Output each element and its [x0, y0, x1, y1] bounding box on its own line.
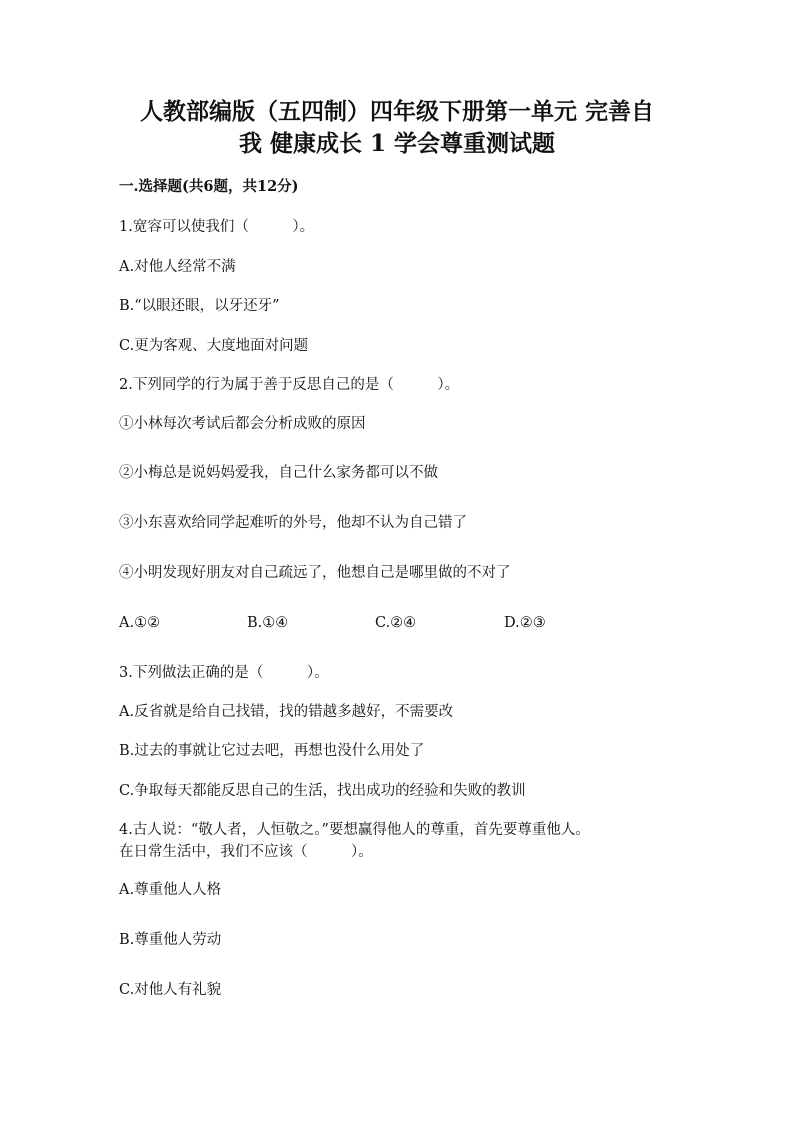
question-2-option-c: C.②④: [375, 615, 417, 631]
question-2-statement-1: ①小林每次考试后都会分析成败的原因: [119, 416, 366, 432]
section-heading: 一.选择题(共6题，共12分): [119, 178, 299, 195]
question-3-option-c: C.争取每天都能反思自己的生活，找出成功的经验和失败的教训: [119, 783, 526, 799]
document-title-line-1: 人教部编版（五四制）四年级下册第一单元 完善自: [139, 98, 654, 125]
question-2-statement-3: ③小东喜欢给同学起难听的外号，他却不认为自己错了: [119, 515, 467, 531]
question-4-option-a: A.尊重他人人格: [119, 882, 222, 898]
question-2-stem: 2.下列同学的行为属于善于反思自己的是（ ）。: [119, 377, 460, 393]
question-4-option-c: C.对他人有礼貌: [119, 982, 222, 998]
question-3-stem: 3.下列做法正确的是（ ）。: [119, 665, 329, 681]
document-title-line-2: 我 健康成长 1 学会尊重测试题: [238, 130, 556, 157]
question-1-option-a: A.对他人经常不满: [119, 259, 236, 275]
question-2-option-d: D.②③: [504, 615, 546, 631]
question-4-stem-line-2: 在日常生活中，我们不应该（ ）。: [119, 844, 373, 860]
question-1-option-b: B.“以眼还眼，以牙还牙”: [119, 298, 280, 314]
question-4-option-b: B.尊重他人劳动: [119, 932, 222, 948]
question-1-stem: 1.宽容可以使我们（ ）。: [119, 219, 315, 235]
question-4-stem-line-1: 4.古人说：“敬人者，人恒敬之。”要想赢得他人的尊重，首先要尊重他人。: [119, 822, 590, 838]
question-2-statement-4: ④小明发现好朋友对自己疏远了，他想自己是哪里做的不对了: [119, 565, 511, 581]
question-2-option-b: B.①④: [247, 615, 289, 631]
question-3-option-a: A.反省就是给自己找错，找的错越多越好，不需要改: [119, 704, 454, 720]
question-3-option-b: B.过去的事就让它过去吧，再想也没什么用处了: [119, 743, 425, 759]
question-2-statement-2: ②小梅总是说妈妈爱我，自己什么家务都可以不做: [119, 465, 438, 481]
question-1-option-c: C.更为客观、大度地面对问题: [119, 338, 309, 354]
question-2-options-row: [119, 613, 679, 633]
question-2-option-a: A.①②: [119, 615, 161, 631]
